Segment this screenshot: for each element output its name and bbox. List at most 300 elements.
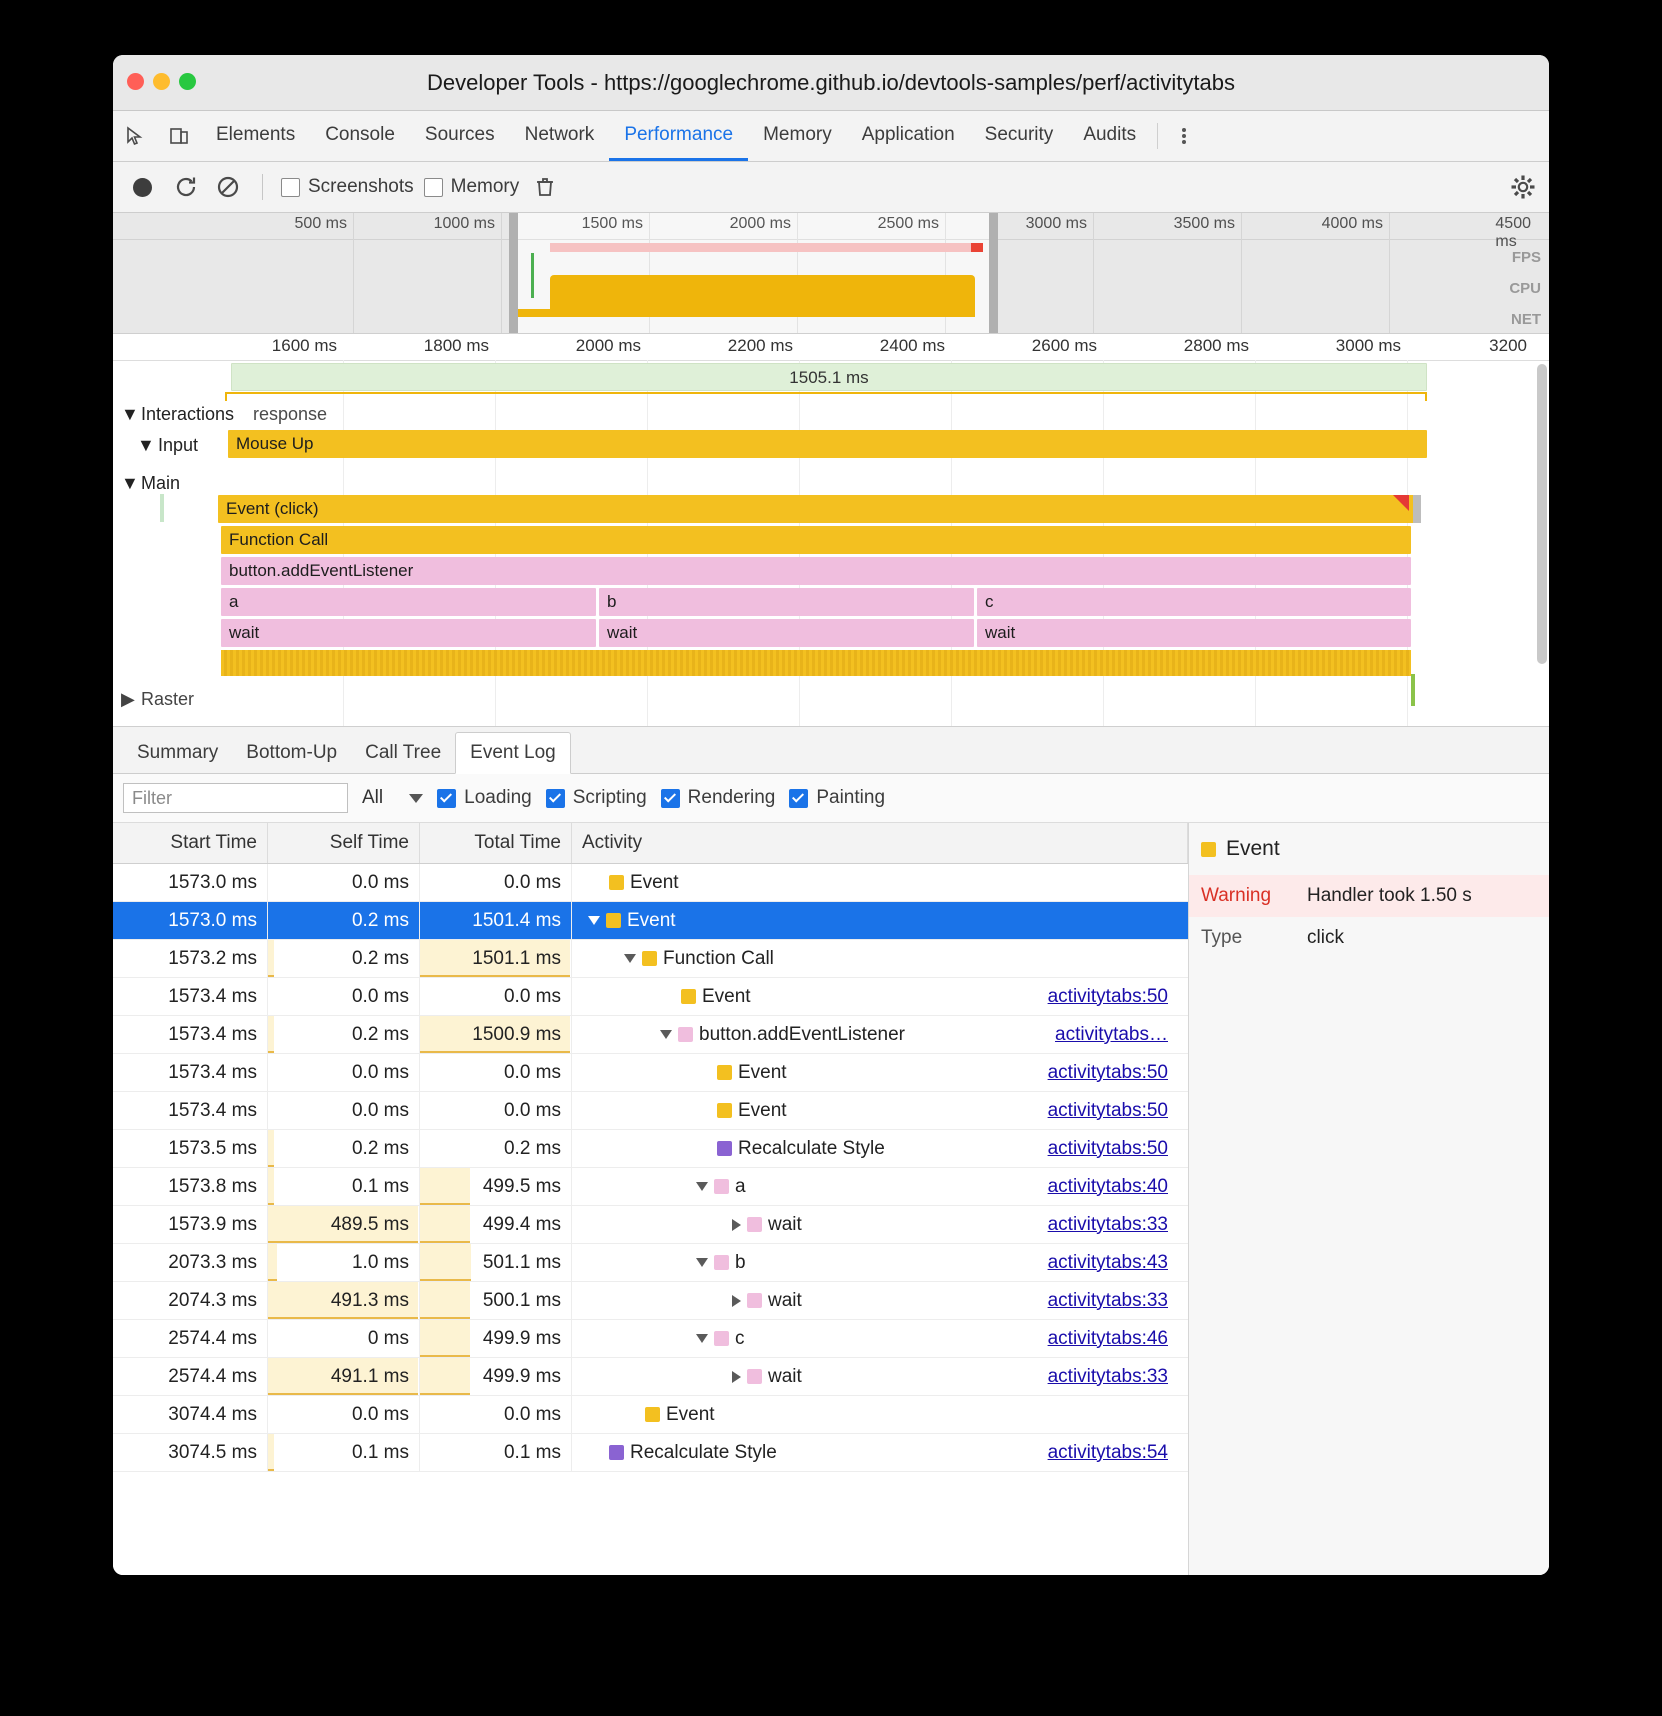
duration-filter-dropdown[interactable] [362,787,423,809]
memory-checkbox[interactable] [424,176,520,198]
cell-total-time [420,1396,572,1433]
cell-self-time [268,902,420,939]
source-link[interactable]: activitytabs:50 [1047,985,1168,1007]
clear-icon[interactable] [212,171,244,203]
cell-self-time [268,1206,420,1243]
minimize-window-button[interactable] [153,73,170,90]
self-time-value: 0.1 ms [351,1441,409,1463]
cell-self-time [268,1054,420,1091]
input-row-label: Input [158,435,199,455]
cell-activity [572,1244,1188,1281]
source-link[interactable]: activitytabs:54 [1047,1441,1168,1463]
table-row[interactable] [113,1434,1188,1472]
window-title: Developer Tools - https://googlechrome.github.io/devtools-samples/perf/activitytabs [427,69,1235,95]
tab-summary[interactable]: Summary [137,742,219,763]
overview-tick: 1000 ms [433,215,495,232]
cell-total-time [420,1320,572,1357]
total-time-value: 1500.9 ms [472,1023,561,1045]
self-time-value: 1.0 ms [351,1251,409,1273]
column-start-time[interactable]: Start Time [113,823,268,863]
wait-bar-1[interactable]: wait [221,619,596,647]
activity-label: Function Call [663,947,774,969]
toolbar-divider [262,174,263,200]
category-color-swatch-icon [714,1255,729,1270]
event-log-split [113,823,1549,1575]
total-time-value: 499.4 ms [482,1213,561,1235]
self-time-value: 491.3 ms [330,1289,409,1311]
self-time-bar [268,940,274,977]
cell-self-time [268,1244,420,1281]
category-loading[interactable] [437,787,532,809]
flame-tick: 2000 ms [575,336,641,355]
more-options-icon[interactable] [1164,111,1204,161]
cell-total-time [420,1358,572,1395]
interactions-response-label: response [253,404,328,424]
total-time-bar [420,1168,470,1205]
flame-scrollbar[interactable] [1537,364,1547,664]
tab-call-tree[interactable]: Call Tree [365,742,442,763]
details-type-value: click [1307,927,1344,948]
self-time-value: 0.2 ms [351,1137,409,1159]
total-time-value: 0.2 ms [503,1137,561,1159]
total-time-value: 0.0 ms [503,1403,561,1425]
category-color-swatch-icon [678,1027,693,1042]
total-time-value: 0.1 ms [503,1441,561,1463]
cell-start-time: 2574.4 ms [113,1358,268,1395]
bottom-drawer [113,727,1549,1575]
self-time-value: 489.5 ms [330,1213,409,1235]
flame-gray-marker [1413,495,1421,523]
trash-icon[interactable] [529,171,561,203]
table-row[interactable] [113,1130,1188,1168]
category-color-swatch-icon [717,1065,732,1080]
tab-network[interactable]: Network [524,123,595,145]
screenshots-checkbox-box[interactable] [281,178,300,197]
total-time-value: 0.0 ms [503,1061,561,1083]
category-color-swatch-icon [717,1141,732,1156]
input-expand-icon[interactable]: ▼ [137,435,155,455]
c-bar[interactable]: c [977,588,1411,616]
chevron-right-icon[interactable] [732,1295,741,1307]
gear-icon[interactable] [1507,171,1539,203]
table-row[interactable] [113,1320,1188,1358]
micro-tasks-bar[interactable] [221,650,1411,676]
interactions-row-label: Interactions [141,404,235,424]
category-color-swatch-icon [714,1331,729,1346]
reload-record-icon[interactable] [170,171,202,203]
cell-total-time [420,1054,572,1091]
scripting-checkbox[interactable] [546,789,565,808]
category-color-swatch-icon [714,1179,729,1194]
event-color-swatch-icon [1201,842,1216,857]
cell-total-time [420,1130,572,1167]
source-link[interactable]: activitytabs:33 [1047,1365,1168,1387]
details-warning-row [1189,875,1549,917]
interactions-expand-icon[interactable]: ▼ [121,404,139,424]
cell-total-time [420,1206,572,1243]
total-time-value: 0.0 ms [503,985,561,1007]
cell-start-time: 1573.4 ms [113,1016,268,1053]
details-warning-key: Warning [1201,885,1272,906]
main-expand-icon[interactable]: ▼ [121,473,139,493]
rendering-checkbox[interactable] [661,789,680,808]
table-row[interactable] [113,1244,1188,1282]
category-color-swatch-icon [747,1293,762,1308]
cell-activity [572,1434,1188,1471]
frame-bar[interactable]: 1505.1 ms [231,363,1427,391]
cell-total-time [420,940,572,977]
total-time-value: 499.5 ms [482,1175,561,1197]
screenshots-checkbox[interactable] [281,176,414,198]
total-time-bar [420,1244,471,1281]
wait-bar-3[interactable]: wait [977,619,1411,647]
table-row[interactable] [113,1206,1188,1244]
fps-marker [531,253,534,298]
table-body [113,864,1188,1472]
self-time-bar [268,1168,274,1205]
add-event-listener-bar[interactable]: button.addEventListener [221,557,1411,585]
source-link[interactable]: activitytabs… [1055,1023,1168,1045]
self-time-bar [268,1016,274,1053]
activity-label: c [735,1327,745,1349]
source-link[interactable]: activitytabs:50 [1047,1137,1168,1159]
details-title-row [1189,823,1549,875]
bottom-tabbar [113,727,1549,774]
cell-activity [572,1168,1188,1205]
category-color-swatch-icon [609,1445,624,1460]
source-link[interactable]: activitytabs:33 [1047,1289,1168,1311]
screenshots-label: Screenshots [308,176,414,197]
cell-activity [572,940,1188,977]
table-row[interactable] [113,1016,1188,1054]
flame-ruler [113,334,1549,361]
cpu-lane-label: CPU [1509,280,1541,297]
cell-activity [572,1358,1188,1395]
cell-activity [572,1282,1188,1319]
self-time-value: 0.2 ms [351,909,409,931]
chevron-down-icon[interactable] [696,1334,708,1343]
memory-label: Memory [450,176,520,197]
activity-label: a [735,1175,746,1197]
cell-self-time [268,1016,420,1053]
details-type-row [1189,917,1549,959]
cell-activity [572,1320,1188,1357]
table-row[interactable] [113,902,1188,940]
flame-tick: 1600 ms [271,336,337,355]
activity-label: Recalculate Style [630,1441,777,1463]
total-time-value: 0.0 ms [503,871,561,893]
tab-audits[interactable]: Audits [1083,123,1137,145]
main-small-bar [160,494,164,522]
overview-tick: 4500 ms [1495,215,1531,250]
chevron-down-icon[interactable] [696,1258,708,1267]
total-time-bar [420,1320,470,1357]
b-bar[interactable]: b [599,588,974,616]
activity-label: Event [738,1099,787,1121]
cell-self-time [268,1092,420,1129]
category-color-swatch-icon [747,1369,762,1384]
tab-security[interactable]: Security [984,123,1054,145]
loading-label: Loading [464,787,532,808]
self-time-value: 0.0 ms [351,1061,409,1083]
cell-start-time: 3074.5 ms [113,1434,268,1471]
category-color-swatch-icon [681,989,696,1004]
main-row-label: Main [141,473,181,493]
window-controls[interactable] [127,73,196,90]
activity-label: Event [666,1403,715,1425]
cell-self-time [268,1168,420,1205]
cell-total-time [420,1244,572,1281]
fps-lane-label: FPS [1511,249,1541,266]
total-time-value: 1501.4 ms [472,909,561,931]
source-link[interactable]: activitytabs:33 [1047,1213,1168,1235]
column-total-time[interactable]: Total Time [420,823,572,863]
table-row[interactable] [113,1358,1188,1396]
total-time-bar [420,1282,470,1319]
category-color-swatch-icon [642,951,657,966]
details-pane [1188,823,1549,1575]
cell-start-time: 2073.3 ms [113,1244,268,1281]
painting-checkbox[interactable] [789,789,808,808]
self-time-value: 491.1 ms [330,1365,409,1387]
cell-self-time [268,1320,420,1357]
category-color-swatch-icon [609,875,624,890]
cell-start-time: 1573.8 ms [113,1168,268,1205]
cell-start-time: 2574.4 ms [113,1320,268,1357]
chevron-down-icon[interactable] [409,794,423,803]
self-time-value: 0.1 ms [351,1175,409,1197]
flame-tick: 2200 ms [727,336,793,355]
chevron-down-icon[interactable] [588,916,600,925]
cell-start-time: 1573.4 ms [113,978,268,1015]
total-time-value: 499.9 ms [482,1327,561,1349]
activity-label: button.addEventListener [699,1023,905,1045]
source-link[interactable]: activitytabs:43 [1047,1251,1168,1273]
window-titlebar [113,55,1549,111]
cell-self-time [268,940,420,977]
scripting-label: Scripting [572,787,647,808]
table-row[interactable] [113,1282,1188,1320]
performance-toolbar [113,162,1549,213]
cell-self-time [268,864,420,901]
cell-activity [572,902,1188,939]
overview-dim-right [998,213,1549,333]
net-band [550,243,975,252]
flame-tick: 2800 ms [1183,336,1249,355]
details-warning-value: Handler took 1.50 s [1307,885,1472,906]
raster-expand-icon[interactable]: ▶ [121,689,135,709]
self-time-bar [268,1130,274,1167]
chevron-down-icon[interactable] [624,954,636,963]
cell-activity [572,1396,1188,1433]
devtools-tabbar [113,111,1549,162]
cell-self-time [268,1358,420,1395]
tab-application[interactable]: Application [861,123,955,145]
total-time-bar [420,1358,470,1395]
raster-row-label: Raster [141,689,195,709]
cell-start-time: 3074.4 ms [113,1396,268,1433]
flame-tick: 2600 ms [1031,336,1097,355]
details-title: Event [1226,837,1280,860]
total-time-value: 499.9 ms [482,1365,561,1387]
overview-tick: 3500 ms [1173,215,1235,232]
self-time-value: 0.0 ms [351,985,409,1007]
total-time-value: 501.1 ms [482,1251,561,1273]
column-activity[interactable]: Activity [572,823,1188,863]
tab-console[interactable]: Console [325,123,395,145]
overview-tick: 2000 ms [729,215,791,232]
table-row[interactable] [113,1168,1188,1206]
activity-label: b [735,1251,746,1273]
input-mouseup-bar[interactable]: Mouse Up [228,430,1427,458]
painting-label: Painting [816,787,886,808]
warning-triangle-icon [1393,495,1409,511]
wait-bar-2[interactable]: wait [599,619,974,647]
devtools-window [113,55,1549,1575]
filter-input[interactable]: Filter [123,783,348,813]
activity-label: wait [768,1365,802,1387]
flame-tick: 3200 [1489,336,1527,355]
event-log-table[interactable] [113,823,1188,1575]
cell-activity [572,1016,1188,1053]
event-log-filterbar [113,774,1549,823]
overview-tick: 500 ms [294,215,347,232]
flame-tick: 2400 ms [879,336,945,355]
cell-self-time [268,1130,420,1167]
cell-self-time [268,978,420,1015]
event-click-bar[interactable]: Event (click) [218,495,1417,523]
inspect-element-icon[interactable] [113,111,157,161]
category-color-swatch-icon [606,913,621,928]
self-time-value: 0.2 ms [351,947,409,969]
self-time-value: 0.0 ms [351,1403,409,1425]
cell-activity [572,864,1188,901]
tab-memory[interactable]: Memory [763,123,832,145]
details-type-key: Type [1201,927,1243,948]
chevron-right-icon[interactable] [732,1219,741,1231]
total-time-value: 0.0 ms [503,1099,561,1121]
record-icon[interactable] [133,178,152,197]
cell-start-time: 1573.0 ms [113,864,268,901]
memory-checkbox-box[interactable] [424,178,443,197]
cell-self-time [268,1396,420,1433]
cell-total-time [420,1168,572,1205]
net-band-red [971,243,983,252]
function-call-bar[interactable]: Function Call [221,526,1411,554]
cell-activity [572,1054,1188,1091]
cell-start-time: 1573.4 ms [113,1054,268,1091]
activity-label: Event [738,1061,787,1083]
duration-filter-value: All [362,787,384,808]
table-header [113,823,1188,864]
timeline-overview[interactable] [113,213,1549,334]
source-link[interactable]: activitytabs:46 [1047,1327,1168,1349]
table-row[interactable] [113,940,1188,978]
self-time-bar [268,1434,274,1471]
total-time-value: 1501.1 ms [472,947,561,969]
table-row[interactable] [113,1054,1188,1092]
column-self-time[interactable]: Self Time [268,823,420,863]
self-time-value: 0.2 ms [351,1023,409,1045]
overview-dim-left [113,213,513,333]
category-rendering[interactable] [661,787,776,809]
loading-checkbox[interactable] [437,789,456,808]
maximize-window-button[interactable] [179,73,196,90]
total-time-bar [420,1206,470,1243]
cell-activity [572,1092,1188,1129]
activity-label: Event [627,909,676,931]
source-link[interactable]: activitytabs:50 [1047,1099,1168,1121]
category-color-swatch-icon [717,1103,732,1118]
category-color-swatch-icon [645,1407,660,1422]
activity-label: Recalculate Style [738,1137,885,1159]
tab-performance[interactable]: Performance [609,111,748,161]
source-link[interactable]: activitytabs:40 [1047,1175,1168,1197]
cell-activity [572,1130,1188,1167]
self-time-value: 0.0 ms [351,871,409,893]
self-time-value: 0.0 ms [351,1099,409,1121]
source-link[interactable]: activitytabs:50 [1047,1061,1168,1083]
table-row[interactable] [113,1396,1188,1434]
a-bar[interactable]: a [221,588,596,616]
self-time-value: 0 ms [367,1327,409,1349]
cpu-band-tail [518,309,550,317]
table-row[interactable] [113,1092,1188,1130]
cell-start-time: 1573.4 ms [113,1092,268,1129]
table-row[interactable] [113,978,1188,1016]
category-color-swatch-icon [747,1217,762,1232]
cell-total-time [420,1016,572,1053]
cell-start-time: 1573.5 ms [113,1130,268,1167]
cell-total-time [420,864,572,901]
chevron-down-icon[interactable] [660,1030,672,1039]
cell-total-time [420,902,572,939]
overview-tick: 1500 ms [581,215,643,232]
flame-chart[interactable] [113,334,1549,727]
overview-tick: 3000 ms [1025,215,1087,232]
cell-self-time [268,1434,420,1471]
device-toolbar-icon[interactable] [157,111,201,161]
cell-start-time: 1573.2 ms [113,940,268,977]
cell-activity [572,978,1188,1015]
table-row[interactable] [113,864,1188,902]
tab-sources[interactable]: Sources [424,123,495,145]
activity-label: wait [768,1289,802,1311]
activity-label: wait [768,1213,802,1235]
rendering-label: Rendering [687,787,776,808]
cell-start-time: 1573.0 ms [113,902,268,939]
overview-tick: 2500 ms [877,215,939,232]
total-time-value: 500.1 ms [482,1289,561,1311]
chevron-down-icon[interactable] [696,1182,708,1191]
cell-activity [572,1206,1188,1243]
flame-tick: 3000 ms [1335,336,1401,355]
category-painting[interactable] [789,787,885,809]
tab-bottom-up[interactable]: Bottom-Up [246,742,338,763]
cell-start-time: 1573.9 ms [113,1206,268,1243]
cell-total-time [420,1092,572,1129]
tab-elements[interactable]: Elements [216,123,296,145]
flame-tick: 1800 ms [423,336,489,355]
cell-total-time [420,1434,572,1471]
tab-event-log[interactable]: Event Log [455,732,571,774]
close-window-button[interactable] [127,73,144,90]
cell-total-time [420,1282,572,1319]
category-scripting[interactable] [546,787,647,809]
raster-marker [1411,674,1415,706]
chevron-right-icon[interactable] [732,1371,741,1383]
cpu-band [550,275,975,317]
